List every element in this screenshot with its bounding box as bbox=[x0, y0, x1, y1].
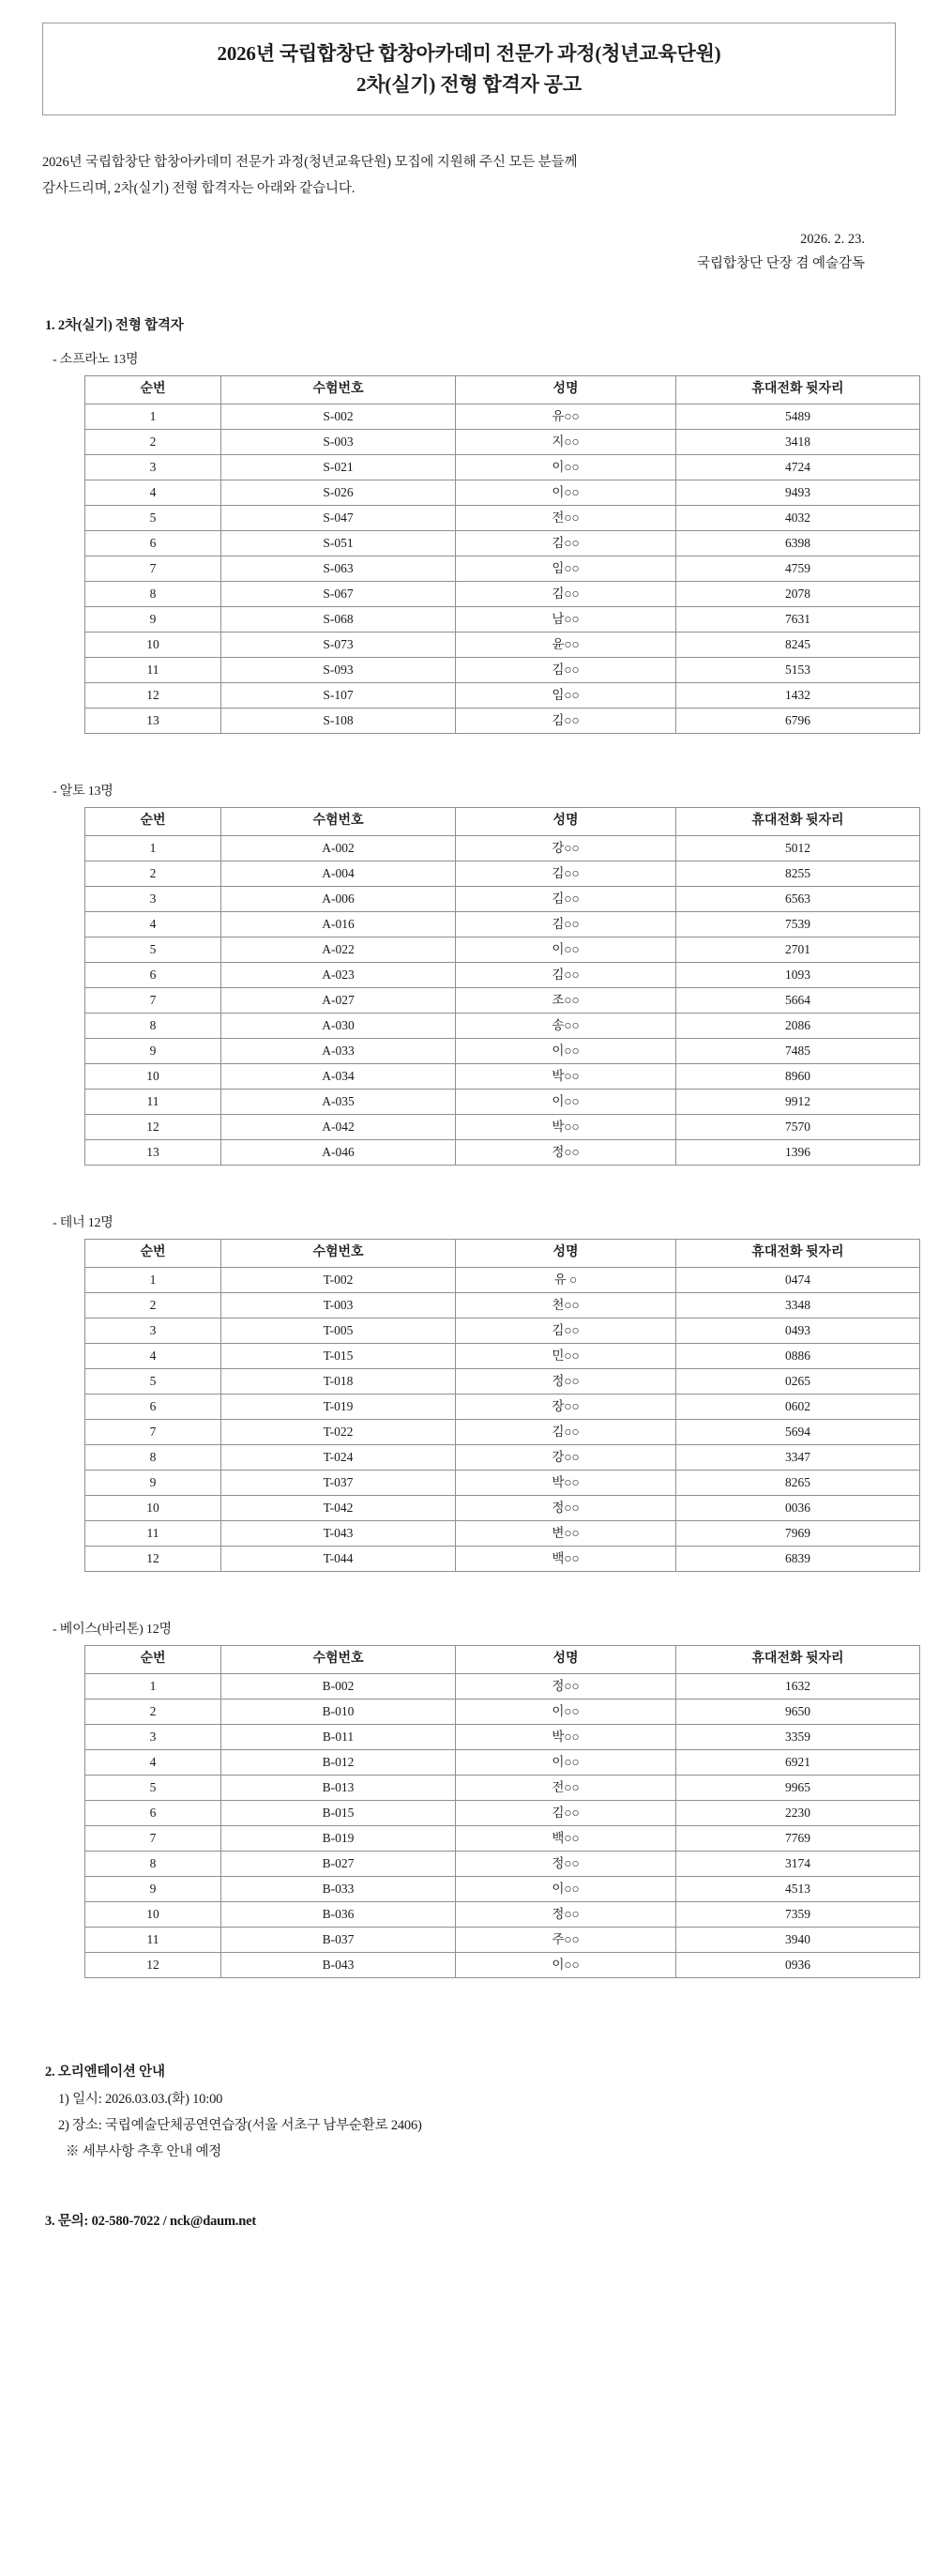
cell-phone-last4: 4724 bbox=[676, 455, 920, 480]
table-row bbox=[85, 1471, 920, 1496]
cell-exam-no: T-042 bbox=[221, 1496, 456, 1521]
column-header: 수험번호 bbox=[221, 376, 456, 404]
cell-exam-no: A-016 bbox=[221, 912, 456, 937]
cell-name: 윤○○ bbox=[456, 633, 676, 658]
cell-phone-last4: 3348 bbox=[676, 1293, 920, 1318]
cell-exam-no: T-005 bbox=[221, 1318, 456, 1344]
cell-phone-last4: 9650 bbox=[676, 1700, 920, 1725]
cell-exam-no: T-019 bbox=[221, 1395, 456, 1420]
cell-order-no: 9 bbox=[85, 1877, 221, 1902]
cell-name: 임○○ bbox=[456, 556, 676, 582]
cell-exam-no: T-043 bbox=[221, 1521, 456, 1547]
cell-phone-last4: 0602 bbox=[676, 1395, 920, 1420]
cell-phone-last4: 3940 bbox=[676, 1928, 920, 1953]
table-row bbox=[85, 1293, 920, 1318]
cell-name: 박○○ bbox=[456, 1064, 676, 1090]
cell-name: 장○○ bbox=[456, 1395, 676, 1420]
cell-name: 김○○ bbox=[456, 861, 676, 887]
cell-order-no: 13 bbox=[85, 709, 221, 734]
column-header: 순번 bbox=[85, 376, 221, 404]
cell-name: 정○○ bbox=[456, 1852, 676, 1877]
cell-name: 정○○ bbox=[456, 1496, 676, 1521]
cell-order-no: 10 bbox=[85, 633, 221, 658]
cell-name: 김○○ bbox=[456, 1318, 676, 1344]
cell-phone-last4: 8255 bbox=[676, 861, 920, 887]
cell-exam-no: B-013 bbox=[221, 1776, 456, 1801]
table-row bbox=[85, 1140, 920, 1166]
cell-phone-last4: 2078 bbox=[676, 582, 920, 607]
table-row bbox=[85, 1953, 920, 1978]
cell-exam-no: S-093 bbox=[221, 658, 456, 683]
cell-name: 백○○ bbox=[456, 1547, 676, 1572]
section-1-heading: 1. 2차(실기) 전형 합격자 bbox=[45, 318, 184, 334]
cell-phone-last4: 8265 bbox=[676, 1471, 920, 1496]
table-row bbox=[85, 1776, 920, 1801]
table-row bbox=[85, 1420, 920, 1445]
cell-name: 박○○ bbox=[456, 1115, 676, 1140]
cell-order-no: 5 bbox=[85, 1776, 221, 1801]
cell-exam-no: A-023 bbox=[221, 963, 456, 988]
cell-order-no: 11 bbox=[85, 1090, 221, 1115]
cell-phone-last4: 0265 bbox=[676, 1369, 920, 1395]
column-header: 순번 bbox=[85, 1240, 221, 1268]
cell-exam-no: T-015 bbox=[221, 1344, 456, 1369]
cell-name: 전○○ bbox=[456, 506, 676, 531]
cell-exam-no: S-026 bbox=[221, 480, 456, 506]
cell-name: 김○○ bbox=[456, 887, 676, 912]
cell-order-no: 12 bbox=[85, 683, 221, 709]
cell-order-no: 6 bbox=[85, 1395, 221, 1420]
cell-exam-no: T-022 bbox=[221, 1420, 456, 1445]
cell-phone-last4: 5012 bbox=[676, 836, 920, 861]
cell-name: 주○○ bbox=[456, 1928, 676, 1953]
cell-exam-no: S-063 bbox=[221, 556, 456, 582]
table-header-row bbox=[85, 808, 920, 836]
column-header: 수험번호 bbox=[221, 1646, 456, 1674]
cell-phone-last4: 3418 bbox=[676, 430, 920, 455]
cell-name: 조○○ bbox=[456, 988, 676, 1014]
table-row bbox=[85, 1064, 920, 1090]
table-row bbox=[85, 1826, 920, 1852]
cell-order-no: 6 bbox=[85, 1801, 221, 1826]
cell-order-no: 5 bbox=[85, 1369, 221, 1395]
cell-name: 정○○ bbox=[456, 1140, 676, 1166]
cell-phone-last4: 7359 bbox=[676, 1902, 920, 1928]
table-row bbox=[85, 1268, 920, 1293]
cell-exam-no: S-002 bbox=[221, 404, 456, 430]
cell-exam-no: T-024 bbox=[221, 1445, 456, 1471]
cell-phone-last4: 4759 bbox=[676, 556, 920, 582]
cell-phone-last4: 7969 bbox=[676, 1521, 920, 1547]
column-header: 휴대전화 뒷자리 bbox=[676, 1240, 920, 1268]
table-row bbox=[85, 1521, 920, 1547]
cell-exam-no: S-003 bbox=[221, 430, 456, 455]
table-row bbox=[85, 887, 920, 912]
cell-phone-last4: 8245 bbox=[676, 633, 920, 658]
table-row bbox=[85, 1801, 920, 1826]
cell-order-no: 8 bbox=[85, 582, 221, 607]
title-line-2: 2차(실기) 전형 합격자 공고 bbox=[356, 72, 582, 96]
cell-exam-no: B-012 bbox=[221, 1750, 456, 1776]
cell-phone-last4: 7631 bbox=[676, 607, 920, 633]
roster-table bbox=[84, 1239, 920, 1572]
table-row bbox=[85, 1877, 920, 1902]
roster-table bbox=[84, 1645, 920, 1978]
cell-order-no: 11 bbox=[85, 1521, 221, 1547]
cell-phone-last4: 7485 bbox=[676, 1039, 920, 1064]
table-row bbox=[85, 506, 920, 531]
cell-phone-last4: 1632 bbox=[676, 1674, 920, 1700]
table-row bbox=[85, 633, 920, 658]
cell-phone-last4: 6398 bbox=[676, 531, 920, 556]
cell-order-no: 4 bbox=[85, 1750, 221, 1776]
cell-order-no: 7 bbox=[85, 556, 221, 582]
table-row bbox=[85, 556, 920, 582]
cell-order-no: 3 bbox=[85, 887, 221, 912]
cell-exam-no: A-033 bbox=[221, 1039, 456, 1064]
cell-exam-no: S-068 bbox=[221, 607, 456, 633]
table-spacer bbox=[38, 1572, 900, 1604]
cell-name: 김○○ bbox=[456, 1420, 676, 1445]
cell-phone-last4: 9965 bbox=[676, 1776, 920, 1801]
cell-order-no: 11 bbox=[85, 658, 221, 683]
cell-phone-last4: 6563 bbox=[676, 887, 920, 912]
table-row bbox=[85, 531, 920, 556]
cell-exam-no: T-003 bbox=[221, 1293, 456, 1318]
cell-phone-last4: 1093 bbox=[676, 963, 920, 988]
table-row bbox=[85, 988, 920, 1014]
cell-phone-last4: 6796 bbox=[676, 709, 920, 734]
cell-name: 이○○ bbox=[456, 480, 676, 506]
cell-exam-no: S-051 bbox=[221, 531, 456, 556]
cell-exam-no: T-002 bbox=[221, 1268, 456, 1293]
section-2 bbox=[45, 2059, 900, 2165]
cell-phone-last4: 1432 bbox=[676, 683, 920, 709]
cell-name: 정○○ bbox=[456, 1902, 676, 1928]
column-header: 성명 bbox=[456, 808, 676, 836]
table-row bbox=[85, 480, 920, 506]
table-row bbox=[85, 1700, 920, 1725]
table-row bbox=[85, 963, 920, 988]
group-label: - 베이스(바리톤) 12명 bbox=[53, 1623, 172, 1638]
column-header: 순번 bbox=[85, 808, 221, 836]
intro-paragraph bbox=[42, 149, 896, 203]
cell-order-no: 1 bbox=[85, 1674, 221, 1700]
cell-order-no: 9 bbox=[85, 607, 221, 633]
cell-order-no: 2 bbox=[85, 1293, 221, 1318]
column-header: 성명 bbox=[456, 1240, 676, 1268]
table-row bbox=[85, 1902, 920, 1928]
table-row bbox=[85, 1344, 920, 1369]
table-row bbox=[85, 1750, 920, 1776]
column-header: 성명 bbox=[456, 376, 676, 404]
table-row bbox=[85, 430, 920, 455]
cell-order-no: 10 bbox=[85, 1902, 221, 1928]
table-row bbox=[85, 861, 920, 887]
cell-exam-no: B-043 bbox=[221, 1953, 456, 1978]
table-row bbox=[85, 404, 920, 430]
cell-phone-last4: 0936 bbox=[676, 1953, 920, 1978]
table-header-row bbox=[85, 376, 920, 404]
column-header: 순번 bbox=[85, 1646, 221, 1674]
cell-name: 이○○ bbox=[456, 1039, 676, 1064]
cell-order-no: 9 bbox=[85, 1471, 221, 1496]
cell-name: 임○○ bbox=[456, 683, 676, 709]
cell-name: 이○○ bbox=[456, 937, 676, 963]
cell-exam-no: A-035 bbox=[221, 1090, 456, 1115]
cell-phone-last4: 6839 bbox=[676, 1547, 920, 1572]
cell-exam-no: B-015 bbox=[221, 1801, 456, 1826]
signer-title: 국립합창단 단장 겸 예술감독 bbox=[697, 256, 865, 272]
cell-name: 김○○ bbox=[456, 582, 676, 607]
table-row bbox=[85, 912, 920, 937]
cell-phone-last4: 3174 bbox=[676, 1852, 920, 1877]
cell-order-no: 8 bbox=[85, 1445, 221, 1471]
cell-name: 강○○ bbox=[456, 836, 676, 861]
announcement-date: 2026. 2. 23. bbox=[800, 231, 865, 247]
cell-order-no: 4 bbox=[85, 1344, 221, 1369]
cell-phone-last4: 4032 bbox=[676, 506, 920, 531]
table-row bbox=[85, 1928, 920, 1953]
cell-exam-no: B-019 bbox=[221, 1826, 456, 1852]
cell-exam-no: T-044 bbox=[221, 1547, 456, 1572]
cell-order-no: 3 bbox=[85, 1725, 221, 1750]
cell-name: 변○○ bbox=[456, 1521, 676, 1547]
cell-exam-no: A-046 bbox=[221, 1140, 456, 1166]
cell-name: 남○○ bbox=[456, 607, 676, 633]
roster-groups bbox=[38, 349, 900, 2010]
cell-phone-last4: 9912 bbox=[676, 1090, 920, 1115]
cell-exam-no: S-021 bbox=[221, 455, 456, 480]
cell-name: 이○○ bbox=[456, 1090, 676, 1115]
cell-name: 김○○ bbox=[456, 709, 676, 734]
cell-order-no: 2 bbox=[85, 1700, 221, 1725]
cell-exam-no: B-036 bbox=[221, 1902, 456, 1928]
table-row bbox=[85, 937, 920, 963]
cell-order-no: 3 bbox=[85, 455, 221, 480]
sign-block bbox=[38, 227, 865, 278]
intro-line-2: 감사드리며, 2차(실기) 전형 합격자는 아래와 같습니다. bbox=[42, 181, 356, 197]
cell-phone-last4: 0493 bbox=[676, 1318, 920, 1344]
cell-name: 김○○ bbox=[456, 531, 676, 556]
cell-name: 김○○ bbox=[456, 1801, 676, 1826]
table-row bbox=[85, 1318, 920, 1344]
cell-order-no: 1 bbox=[85, 404, 221, 430]
cell-phone-last4: 0036 bbox=[676, 1496, 920, 1521]
roster-table bbox=[84, 375, 920, 734]
cell-order-no: 8 bbox=[85, 1014, 221, 1039]
cell-name: 김○○ bbox=[456, 912, 676, 937]
table-row bbox=[85, 455, 920, 480]
table-row bbox=[85, 1547, 920, 1572]
table-row bbox=[85, 1395, 920, 1420]
title-line-1: 2026년 국립합창단 합창아카데미 전문가 과정(청년교육단원) bbox=[217, 42, 721, 65]
cell-name: 유 ○ bbox=[456, 1268, 676, 1293]
orientation-datetime: 1) 일시: 2026.03.03.(화) 10:00 bbox=[58, 2091, 223, 2107]
cell-order-no: 5 bbox=[85, 506, 221, 531]
cell-order-no: 8 bbox=[85, 1852, 221, 1877]
table-row bbox=[85, 709, 920, 734]
table-spacer bbox=[38, 1978, 900, 2010]
cell-name: 전○○ bbox=[456, 1776, 676, 1801]
cell-order-no: 7 bbox=[85, 1826, 221, 1852]
table-spacer bbox=[38, 734, 900, 766]
table-row bbox=[85, 1725, 920, 1750]
title-box bbox=[42, 23, 896, 115]
cell-phone-last4: 6921 bbox=[676, 1750, 920, 1776]
cell-order-no: 6 bbox=[85, 963, 221, 988]
intro-line-1: 2026년 국립합창단 합창아카데미 전문가 과정(청년교육단원) 모집에 지원해 주신 모든 분들께 bbox=[42, 155, 578, 171]
cell-order-no: 4 bbox=[85, 480, 221, 506]
cell-name: 강○○ bbox=[456, 1445, 676, 1471]
table-row bbox=[85, 836, 920, 861]
cell-name: 이○○ bbox=[456, 1953, 676, 1978]
cell-phone-last4: 1396 bbox=[676, 1140, 920, 1166]
cell-order-no: 12 bbox=[85, 1953, 221, 1978]
cell-phone-last4: 0474 bbox=[676, 1268, 920, 1293]
cell-name: 정○○ bbox=[456, 1369, 676, 1395]
cell-name: 박○○ bbox=[456, 1471, 676, 1496]
table-row bbox=[85, 1014, 920, 1039]
cell-phone-last4: 7539 bbox=[676, 912, 920, 937]
cell-order-no: 1 bbox=[85, 1268, 221, 1293]
cell-exam-no: A-006 bbox=[221, 887, 456, 912]
cell-exam-no: S-107 bbox=[221, 683, 456, 709]
cell-name: 민○○ bbox=[456, 1344, 676, 1369]
cell-name: 이○○ bbox=[456, 1700, 676, 1725]
cell-order-no: 4 bbox=[85, 912, 221, 937]
cell-name: 김○○ bbox=[456, 658, 676, 683]
cell-exam-no: B-027 bbox=[221, 1852, 456, 1877]
cell-name: 이○○ bbox=[456, 1750, 676, 1776]
table-row bbox=[85, 658, 920, 683]
orientation-venue: 2) 장소: 국립예술단체공연연습장(서울 서초구 남부순환로 2406) bbox=[58, 2117, 422, 2133]
cell-exam-no: S-047 bbox=[221, 506, 456, 531]
table-header-row bbox=[85, 1646, 920, 1674]
table-row bbox=[85, 1674, 920, 1700]
cell-exam-no: A-034 bbox=[221, 1064, 456, 1090]
cell-phone-last4: 5489 bbox=[676, 404, 920, 430]
roster-table bbox=[84, 807, 920, 1166]
cell-phone-last4: 0886 bbox=[676, 1344, 920, 1369]
cell-exam-no: B-037 bbox=[221, 1928, 456, 1953]
table-row bbox=[85, 1445, 920, 1471]
group-label: - 소프라노 13명 bbox=[53, 353, 139, 368]
group-label: - 테너 12명 bbox=[53, 1216, 113, 1231]
cell-exam-no: A-022 bbox=[221, 937, 456, 963]
cell-order-no: 5 bbox=[85, 937, 221, 963]
cell-phone-last4: 7570 bbox=[676, 1115, 920, 1140]
cell-order-no: 3 bbox=[85, 1318, 221, 1344]
cell-phone-last4: 5694 bbox=[676, 1420, 920, 1445]
orientation-note: ※ 세부사항 추후 안내 예정 bbox=[66, 2144, 222, 2160]
cell-exam-no: A-002 bbox=[221, 836, 456, 861]
cell-order-no: 2 bbox=[85, 430, 221, 455]
table-row bbox=[85, 582, 920, 607]
table-row bbox=[85, 1090, 920, 1115]
cell-order-no: 12 bbox=[85, 1115, 221, 1140]
cell-phone-last4: 8960 bbox=[676, 1064, 920, 1090]
cell-exam-no: B-002 bbox=[221, 1674, 456, 1700]
table-row bbox=[85, 1369, 920, 1395]
cell-name: 정○○ bbox=[456, 1674, 676, 1700]
section-2-heading: 2. 오리엔테이션 안내 bbox=[45, 2065, 165, 2081]
cell-exam-no: B-011 bbox=[221, 1725, 456, 1750]
cell-order-no: 1 bbox=[85, 836, 221, 861]
cell-exam-no: T-037 bbox=[221, 1471, 456, 1496]
cell-exam-no: A-030 bbox=[221, 1014, 456, 1039]
column-header: 수험번호 bbox=[221, 1240, 456, 1268]
cell-phone-last4: 9493 bbox=[676, 480, 920, 506]
column-header: 휴대전화 뒷자리 bbox=[676, 808, 920, 836]
cell-exam-no: S-067 bbox=[221, 582, 456, 607]
table-row bbox=[85, 1852, 920, 1877]
cell-name: 백○○ bbox=[456, 1826, 676, 1852]
cell-name: 유○○ bbox=[456, 404, 676, 430]
cell-order-no: 6 bbox=[85, 531, 221, 556]
cell-exam-no: S-108 bbox=[221, 709, 456, 734]
cell-exam-no: A-042 bbox=[221, 1115, 456, 1140]
cell-name: 송○○ bbox=[456, 1014, 676, 1039]
table-row bbox=[85, 683, 920, 709]
column-header: 수험번호 bbox=[221, 808, 456, 836]
cell-phone-last4: 5153 bbox=[676, 658, 920, 683]
cell-order-no: 12 bbox=[85, 1547, 221, 1572]
section-3-contact: 3. 문의: 02-580-7022 / nck@daum.net bbox=[45, 2214, 257, 2230]
cell-order-no: 7 bbox=[85, 988, 221, 1014]
cell-phone-last4: 7769 bbox=[676, 1826, 920, 1852]
table-row bbox=[85, 1039, 920, 1064]
cell-exam-no: A-027 bbox=[221, 988, 456, 1014]
group-label: - 알토 13명 bbox=[53, 785, 113, 800]
cell-order-no: 10 bbox=[85, 1496, 221, 1521]
table-spacer bbox=[38, 1166, 900, 1197]
cell-phone-last4: 3347 bbox=[676, 1445, 920, 1471]
column-header: 성명 bbox=[456, 1646, 676, 1674]
column-header: 휴대전화 뒷자리 bbox=[676, 376, 920, 404]
cell-order-no: 7 bbox=[85, 1420, 221, 1445]
cell-phone-last4: 2701 bbox=[676, 937, 920, 963]
cell-name: 이○○ bbox=[456, 455, 676, 480]
cell-exam-no: T-018 bbox=[221, 1369, 456, 1395]
cell-order-no: 11 bbox=[85, 1928, 221, 1953]
table-header-row bbox=[85, 1240, 920, 1268]
table-row bbox=[85, 607, 920, 633]
cell-order-no: 10 bbox=[85, 1064, 221, 1090]
cell-name: 박○○ bbox=[456, 1725, 676, 1750]
cell-name: 지○○ bbox=[456, 430, 676, 455]
cell-exam-no: B-033 bbox=[221, 1877, 456, 1902]
cell-phone-last4: 4513 bbox=[676, 1877, 920, 1902]
cell-order-no: 9 bbox=[85, 1039, 221, 1064]
cell-name: 김○○ bbox=[456, 963, 676, 988]
cell-name: 천○○ bbox=[456, 1293, 676, 1318]
cell-phone-last4: 2086 bbox=[676, 1014, 920, 1039]
cell-order-no: 13 bbox=[85, 1140, 221, 1166]
cell-exam-no: A-004 bbox=[221, 861, 456, 887]
cell-exam-no: B-010 bbox=[221, 1700, 456, 1725]
table-row bbox=[85, 1496, 920, 1521]
cell-phone-last4: 5664 bbox=[676, 988, 920, 1014]
column-header: 휴대전화 뒷자리 bbox=[676, 1646, 920, 1674]
cell-exam-no: S-073 bbox=[221, 633, 456, 658]
cell-phone-last4: 2230 bbox=[676, 1801, 920, 1826]
table-row bbox=[85, 1115, 920, 1140]
cell-order-no: 2 bbox=[85, 861, 221, 887]
cell-phone-last4: 3359 bbox=[676, 1725, 920, 1750]
cell-name: 이○○ bbox=[456, 1877, 676, 1902]
